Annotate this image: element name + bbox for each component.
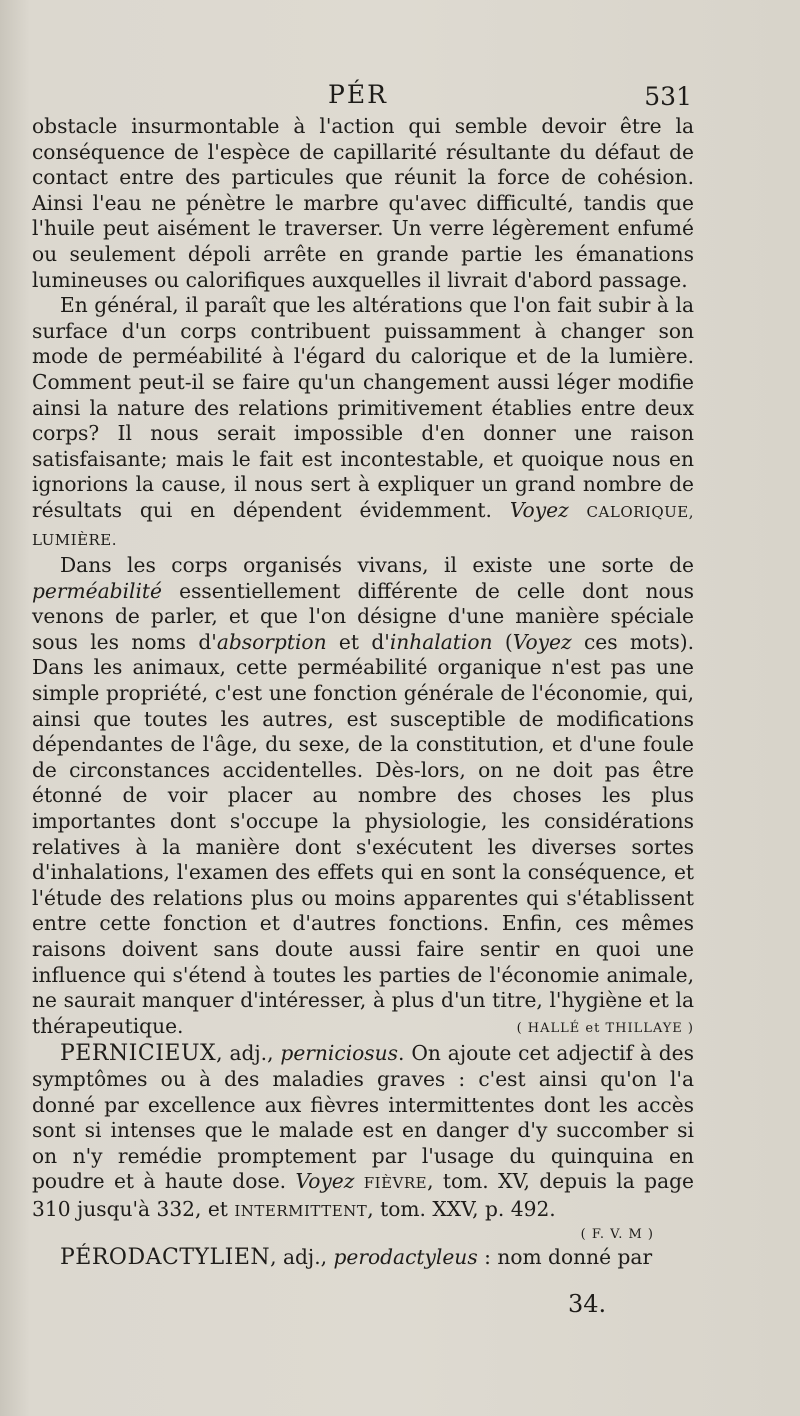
ref-fievre: FIÈVRE	[363, 1174, 428, 1193]
voyez-ref-3: Voyez	[295, 1169, 355, 1194]
paragraph-3	[32, 553, 694, 1039]
paragraph-3-text-e: ces mots). Dans les animaux, cette perméabilité organique n'est pas une simple propriété, c'est une fonction générale de l'économie, qui, ainsi que toutes les autres, est susceptible de modifications dépendantes de l'âge, du sexe, de la constitution, et d'une foule de circonstances accidentelles. Dès-lors, on ne doit pas être étonné de voir placer au nombre des choses les plus importantes dont s'occupe la physiologie, les considérations relatives à la manière dont s'exécutent les diverses sortes d'inhalations, l'examen des effets qui en sont la conséquence, et l'étude des relations plus ou moins apparentes qui s'établissent entre cette fonction et d'autres fonctions. Enfin, ces mêmes raisons doivent sans doute aussi faire sentir en quoi une influence qui s'étend à toutes les parties de l'économie animale, ne saurait manquer d'intéresser, à plus d'un titre, l'hygiène et la thérapeutique.	[32, 629, 694, 1038]
headword-perodactylien: PÉRODACTYLIEN	[60, 1244, 271, 1270]
paragraph-3-text-d: (	[492, 629, 513, 654]
running-head	[32, 80, 692, 112]
entry-perodactylien-pos: , adj.,	[270, 1244, 334, 1269]
entry-perodactylien	[32, 1245, 694, 1271]
paragraph-3-text-b: essentiellement différente de celle dont nous venons de parler, et que l'on désigne d'une manière spéciale sous les noms d'	[32, 578, 694, 654]
signature-mark: 34.	[568, 1290, 607, 1318]
paragraph-3-text-a: Dans les corps organisés vivans, il existe une sorte de	[60, 553, 694, 578]
entry-perodactylien-text: : nom donné par	[477, 1244, 653, 1269]
entry-pernicieux	[32, 1041, 694, 1224]
latin-perniciosus: perniciosus	[280, 1041, 399, 1066]
page-number: 531	[644, 82, 692, 111]
paragraph-1-text: obstacle insurmontable à l'action qui semble devoir être la conséquence de l'espèce de capillarité résultante du défaut de contact entre des particules que réunit la force de cohésion. Ainsi l'eau ne pénètre le marbre qu'avec difficulté, tandis que l'huile peut aisément le traverser. Un verre légèrement enfumé ou seulement dépoli arrête en grande partie les émanations lumineuses ou calorifiques auxquelles il livrait d'abord passage.	[32, 114, 694, 292]
entry-pernicieux-text: . On ajoute cet adjectif à des symptômes ou à des maladies graves : c'est ainsi qu'on l'a donné par excellence aux fièvres intermittentes dont les accès sont si intenses que le malade est en danger d'y succomber si on n'y remédie promptement par l'usage du quinquina en poudre et à haute dose.	[32, 1041, 694, 1194]
ref-intermittent: INTERMITTENT	[234, 1201, 368, 1220]
paragraph-3-text-c: et d'	[326, 629, 390, 654]
voyez-ref: Voyez	[509, 497, 569, 522]
running-head-title: PÉR	[328, 80, 388, 109]
paragraph-2	[32, 293, 694, 553]
body-text	[32, 114, 694, 1270]
latin-perodactyleus: perodactyleus	[333, 1244, 478, 1269]
cross-references: CALORIQUE, LUMIÈRE.	[32, 502, 694, 549]
term-inhalation: inhalation	[389, 629, 493, 654]
headword-pernicieux: PERNICIEUX	[60, 1041, 217, 1067]
voyez-ref-2: Voyez	[512, 629, 572, 654]
entry-pernicieux-text-3: , tom. XXV, p. 492.	[367, 1196, 556, 1221]
author-signature-2: ( F. V. M )	[580, 1226, 654, 1242]
paragraph-1	[32, 114, 694, 293]
entry-pernicieux-text-2: , tom. XV, depuis la page 310 jusqu'à 332, et	[32, 1169, 694, 1221]
term-permeabilite: perméabilité	[32, 578, 162, 603]
entry-pernicieux-pos: , adj.,	[216, 1041, 281, 1066]
author-signature-1: ( HALLÉ et THILLAYE )	[516, 1020, 694, 1036]
paragraph-2-text: En général, il paraît que les altérations que l'on fait subir à la surface d'un corps contribuent puissamment à changer son mode de perméabilité à l'égard du calorique et de la lumière. Comment peut-il se faire qu'un changement aussi léger modifie ainsi la nature des relations primitivement établies entre deux corps? Il nous serait impossible d'en donner une raison satisfaisante; mais le fait est incontestable, et quoique nous en ignorions la cause, il nous sert à expliquer un grand nombre de résultats qui en dépendent évidemment.	[32, 293, 694, 522]
term-absorption: absorption	[216, 629, 327, 654]
